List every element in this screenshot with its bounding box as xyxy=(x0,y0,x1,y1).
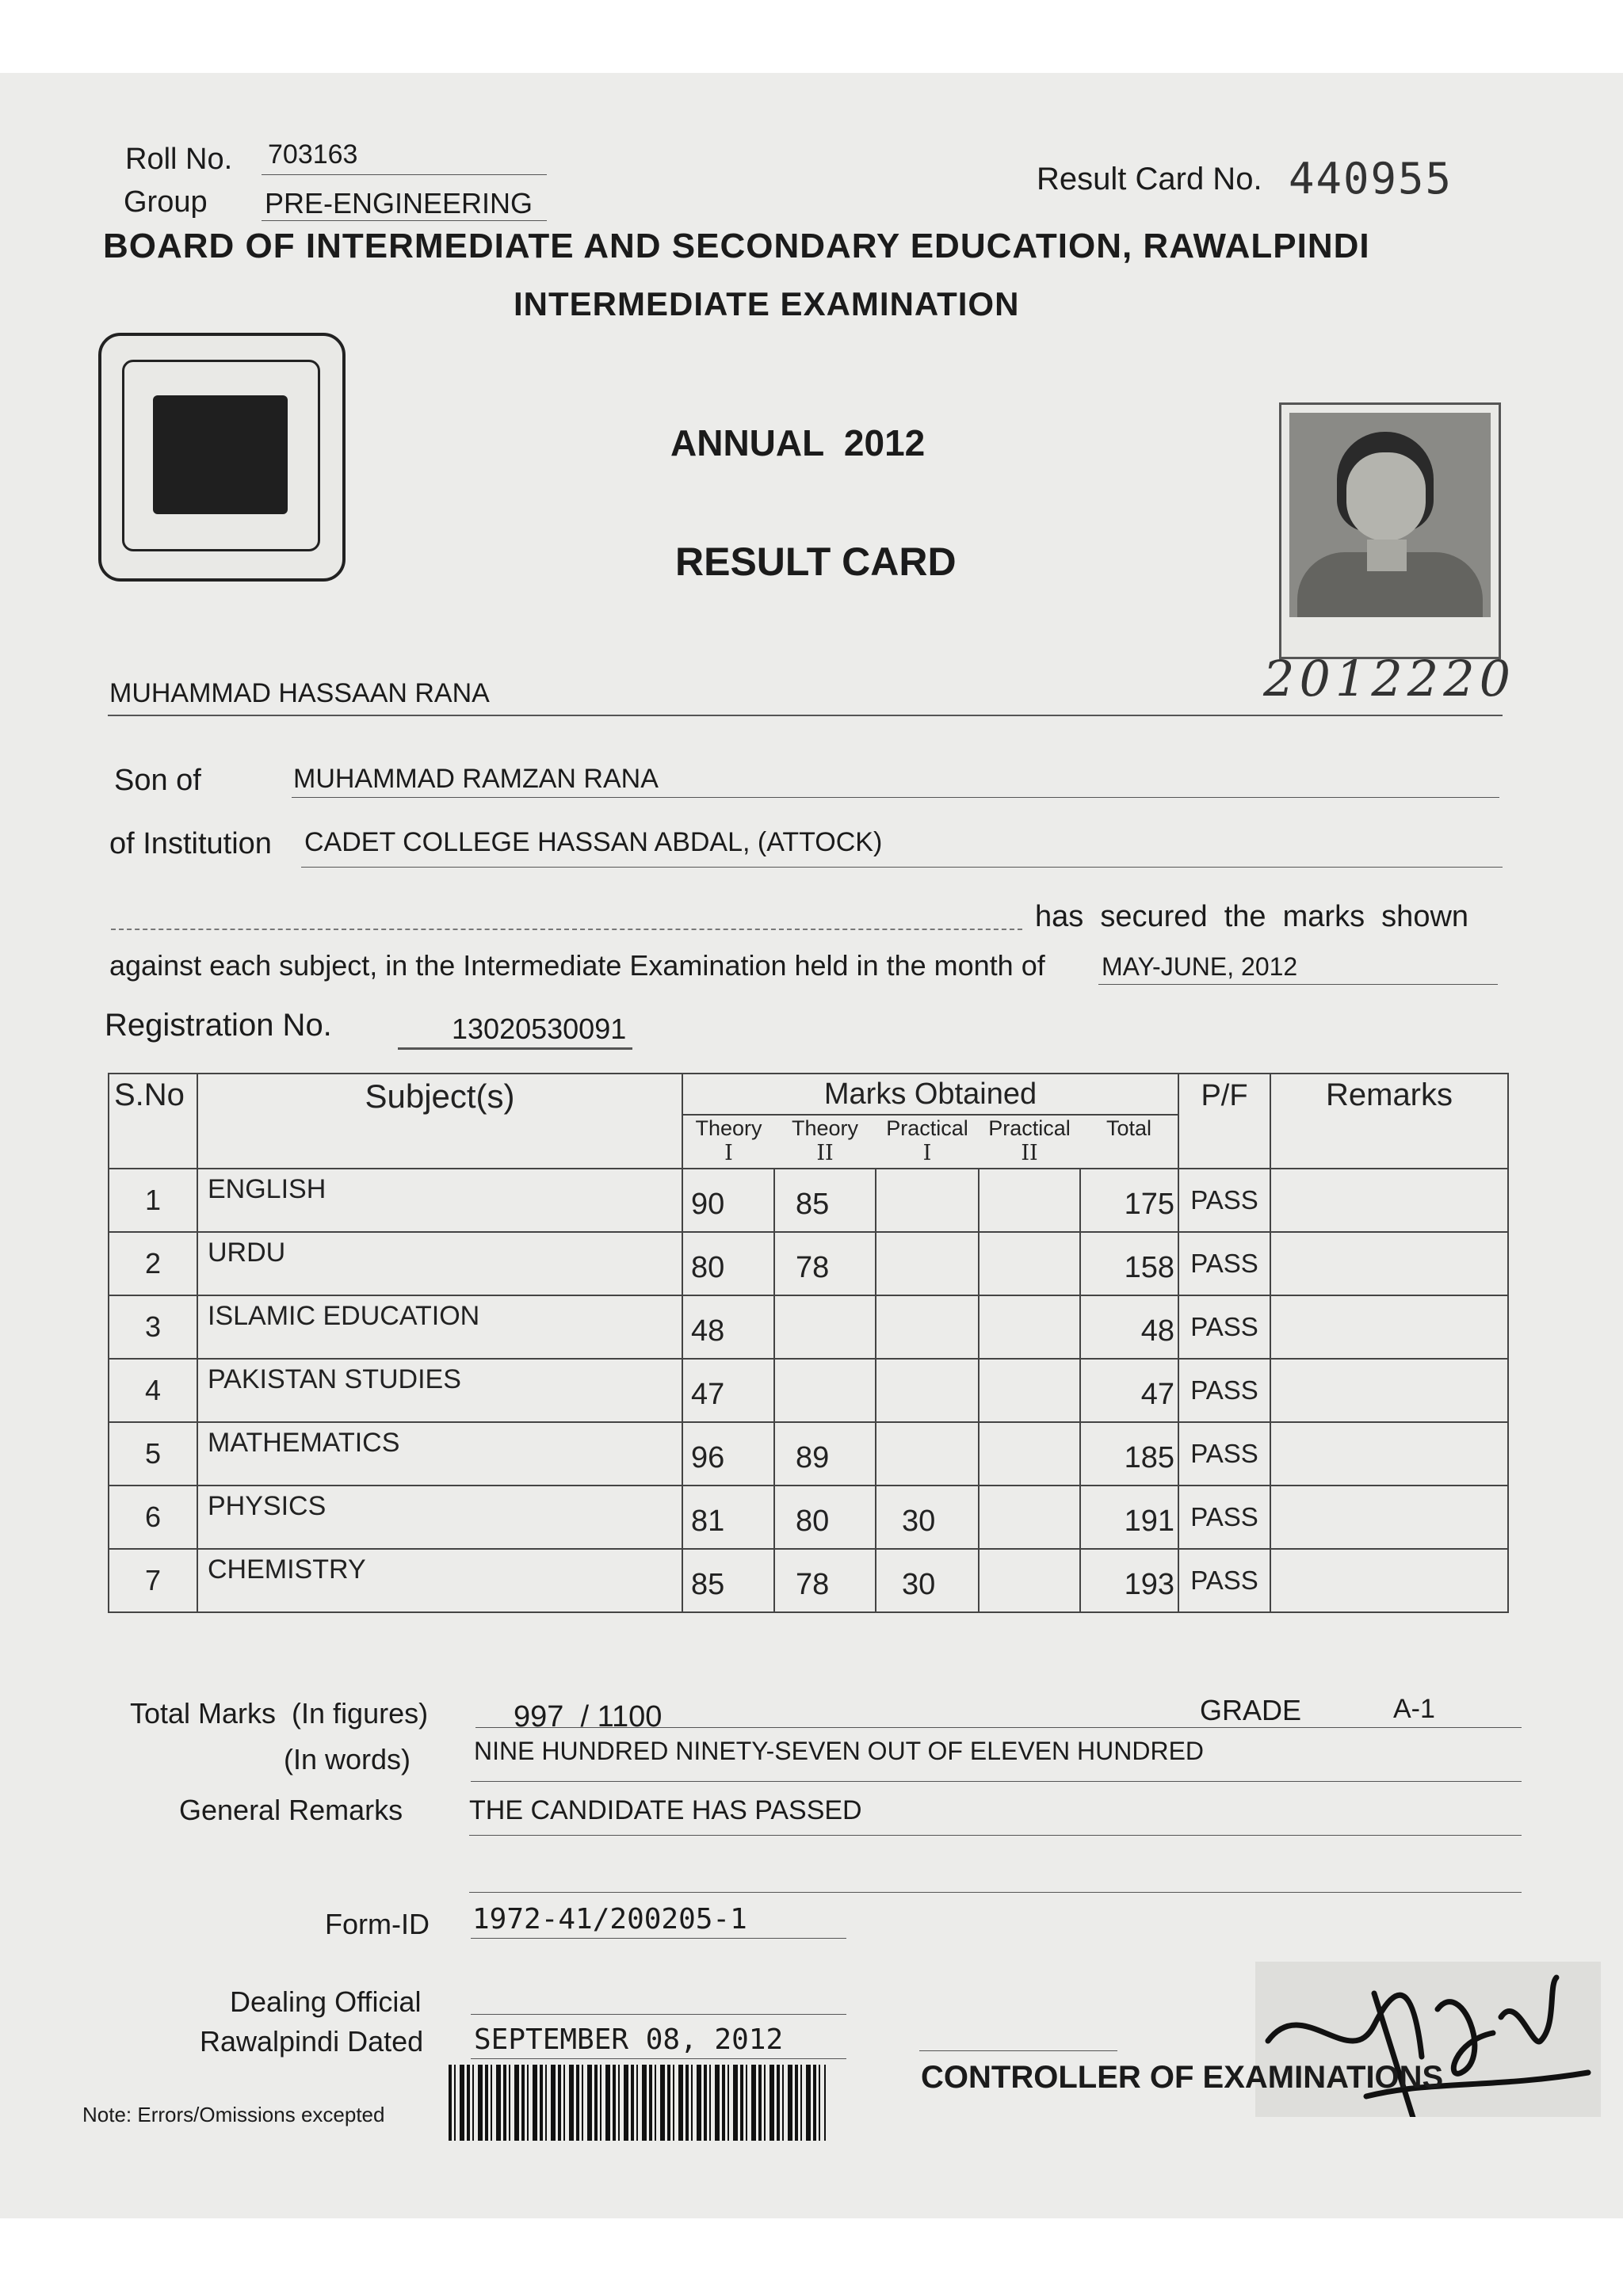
group-value: PRE-ENGINEERING xyxy=(265,187,533,219)
subject-cell: ISLAMIC EDUCATION xyxy=(197,1295,682,1359)
general-remarks-label: General Remarks xyxy=(179,1794,403,1826)
remarks-underline xyxy=(469,1835,1522,1836)
candidate-photo xyxy=(1279,402,1501,659)
subheader-3 xyxy=(979,1115,1080,1169)
roll-value: 703163 xyxy=(268,139,358,170)
theory-2-cell: 78 xyxy=(774,1232,876,1295)
theory-2-cell: 80 xyxy=(774,1486,876,1549)
group-underline xyxy=(262,220,547,221)
dealing-official-label: Dealing Official xyxy=(230,1985,422,2018)
table-row xyxy=(109,1486,1508,1549)
practical-1-cell xyxy=(876,1359,979,1422)
header-remarks: Remarks xyxy=(1270,1074,1508,1169)
table-header-row xyxy=(109,1074,1508,1115)
exam-title: INTERMEDIATE EXAMINATION xyxy=(514,285,1020,322)
sno-cell: 2 xyxy=(109,1232,197,1295)
remarks-cell xyxy=(1270,1169,1508,1232)
practical-1-cell xyxy=(876,1232,979,1295)
month-underline xyxy=(1098,984,1498,985)
dated-underline xyxy=(471,2058,846,2059)
subject-cell: ENGLISH xyxy=(197,1169,682,1232)
errors-note: Note: Errors/Omissions excepted xyxy=(82,2103,385,2126)
theory-1-cell: 48 xyxy=(682,1295,774,1359)
total-cell: 193 xyxy=(1080,1549,1178,1612)
form-id-value: 1972-41/200205-1 xyxy=(472,1903,747,1936)
subheader-numeral: I xyxy=(922,1141,932,1165)
practical-1-cell xyxy=(876,1169,979,1232)
sno-cell: 6 xyxy=(109,1486,197,1549)
practical-1-cell: 30 xyxy=(876,1486,979,1549)
dated-value: SEPTEMBER 08, 2012 xyxy=(474,2023,784,2056)
remarks-cell xyxy=(1270,1486,1508,1549)
subject-cell: MATHEMATICS xyxy=(197,1422,682,1486)
pf-cell: PASS xyxy=(1178,1295,1270,1359)
practical-1-cell xyxy=(876,1422,979,1486)
theory-1-cell: 96 xyxy=(682,1422,774,1486)
in-words-value: NINE HUNDRED NINETY-SEVEN OUT OF ELEVEN HUNDRED xyxy=(474,1737,1205,1765)
practical-2-cell xyxy=(979,1486,1080,1549)
result-card-no-value: 440955 xyxy=(1289,154,1453,204)
form-underline xyxy=(471,1938,846,1939)
table-row xyxy=(109,1169,1508,1232)
total-cell: 185 xyxy=(1080,1422,1178,1486)
subheader-numeral: II xyxy=(816,1141,834,1165)
practical-1-cell xyxy=(876,1295,979,1359)
subheader-label: Theory xyxy=(791,1116,859,1140)
subheader-numeral: II xyxy=(1021,1141,1038,1165)
institution-underline xyxy=(301,867,1503,868)
card-title: RESULT CARD xyxy=(675,540,957,584)
remarks-cell xyxy=(1270,1422,1508,1486)
remarks-cell xyxy=(1270,1295,1508,1359)
total-marks-label: Total Marks (In figures) xyxy=(130,1697,429,1730)
remarks-cell xyxy=(1270,1232,1508,1295)
name-underline xyxy=(108,715,1503,716)
words-underline xyxy=(471,1781,1522,1782)
subject-cell: PAKISTAN STUDIES xyxy=(197,1359,682,1422)
remarks-cell xyxy=(1270,1359,1508,1422)
dealing-underline xyxy=(471,2014,846,2015)
exam-month: MAY-JUNE, 2012 xyxy=(1102,952,1298,981)
theory-1-cell: 85 xyxy=(682,1549,774,1612)
total-cell: 48 xyxy=(1080,1295,1178,1359)
institution-name: CADET COLLEGE HASSAN ABDAL, (ATTOCK) xyxy=(304,827,883,857)
theory-2-cell: 89 xyxy=(774,1422,876,1486)
registration-number: 13020530091 xyxy=(452,1013,627,1045)
group-label: Group xyxy=(124,185,208,219)
roll-underline xyxy=(262,174,547,175)
practical-2-cell xyxy=(979,1232,1080,1295)
subject-cell: CHEMISTRY xyxy=(197,1549,682,1612)
sno-cell: 3 xyxy=(109,1295,197,1359)
pf-cell: PASS xyxy=(1178,1359,1270,1422)
pf-cell: PASS xyxy=(1178,1169,1270,1232)
grade-value: A-1 xyxy=(1393,1694,1435,1724)
in-words-label: (In words) xyxy=(284,1743,411,1775)
header-sno: S.No xyxy=(109,1074,197,1169)
remarks-cell xyxy=(1270,1549,1508,1612)
candidate-name: MUHAMMAD HASSAAN RANA xyxy=(109,678,490,708)
pf-cell: PASS xyxy=(1178,1549,1270,1612)
practical-2-cell xyxy=(979,1295,1080,1359)
table-row xyxy=(109,1549,1508,1612)
total-cell: 47 xyxy=(1080,1359,1178,1422)
subheader-label: Theory xyxy=(695,1116,762,1140)
total-cell: 175 xyxy=(1080,1169,1178,1232)
header-pf: P/F xyxy=(1178,1074,1270,1169)
subject-cell: URDU xyxy=(197,1232,682,1295)
controller-line xyxy=(919,2050,1117,2051)
total-underline xyxy=(475,1727,1522,1728)
total-cell: 158 xyxy=(1080,1232,1178,1295)
subheader-label: Practical xyxy=(886,1116,968,1140)
board-seal-logo xyxy=(98,333,346,582)
sno-cell: 5 xyxy=(109,1422,197,1486)
subheader-4 xyxy=(1080,1115,1178,1169)
son-of-label: Son of xyxy=(114,764,201,797)
grade-label: GRADE xyxy=(1200,1694,1302,1726)
theory-2-cell: 85 xyxy=(774,1169,876,1232)
subheader-2 xyxy=(876,1115,979,1169)
theory-1-cell: 90 xyxy=(682,1169,774,1232)
general-remarks-value: THE CANDIDATE HAS PASSED xyxy=(469,1795,862,1825)
roll-label: Roll No. xyxy=(125,143,233,176)
remarks-underline-2 xyxy=(469,1892,1522,1893)
theory-2-cell xyxy=(774,1359,876,1422)
total-marks-value: 997 / 1100 xyxy=(514,1700,663,1733)
subheader-label: Practical xyxy=(988,1116,1071,1140)
sno-cell: 7 xyxy=(109,1549,197,1612)
subheader-0 xyxy=(682,1115,774,1169)
controller-of-examinations: CONTROLLER OF EXAMINATIONS xyxy=(921,2060,1444,2095)
annual-year: ANNUAL 2012 xyxy=(670,422,926,463)
pf-cell: PASS xyxy=(1178,1232,1270,1295)
table-row xyxy=(109,1232,1508,1295)
registration-underline xyxy=(398,1047,632,1050)
barcode xyxy=(449,2065,826,2141)
theory-2-cell xyxy=(774,1295,876,1359)
theory-2-cell: 78 xyxy=(774,1549,876,1612)
header-subject: Subject(s) xyxy=(197,1074,682,1169)
theory-1-cell: 80 xyxy=(682,1232,774,1295)
dated-label: Rawalpindi Dated xyxy=(200,2025,424,2058)
subheader-numeral: I xyxy=(724,1141,733,1165)
handwritten-number: 2012220 xyxy=(1263,650,1516,707)
registration-label: Registration No. xyxy=(105,1008,332,1043)
table-row xyxy=(109,1359,1508,1422)
practical-2-cell xyxy=(979,1549,1080,1612)
board-title: BOARD OF INTERMEDIATE AND SECONDARY EDUCATION, RAWALPINDI xyxy=(103,227,1370,265)
father-name: MUHAMMAD RAMZAN RANA xyxy=(293,764,659,794)
statement-line-1: has secured the marks shown xyxy=(1035,900,1469,933)
theory-1-cell: 81 xyxy=(682,1486,774,1549)
table-row xyxy=(109,1295,1508,1359)
theory-1-cell: 47 xyxy=(682,1359,774,1422)
statement-line-2: against each subject, in the Intermediate Examination held in the month of xyxy=(109,949,1045,982)
form-id-label: Form-ID xyxy=(325,1908,430,1940)
pf-cell: PASS xyxy=(1178,1486,1270,1549)
statement-blank-line xyxy=(111,929,1022,930)
institution-label: of Institution xyxy=(109,827,272,860)
practical-2-cell xyxy=(979,1359,1080,1422)
practical-2-cell xyxy=(979,1169,1080,1232)
subheader-label: Total xyxy=(1106,1116,1152,1140)
header-marks-obtained: Marks Obtained xyxy=(682,1074,1178,1115)
practical-2-cell xyxy=(979,1422,1080,1486)
father-underline xyxy=(292,797,1499,798)
sno-cell: 4 xyxy=(109,1359,197,1422)
subheader-1 xyxy=(774,1115,876,1169)
subject-cell: PHYSICS xyxy=(197,1486,682,1549)
result-card-no-label: Result Card No. xyxy=(1037,162,1262,196)
marks-table xyxy=(108,1073,1509,1613)
pf-cell: PASS xyxy=(1178,1422,1270,1486)
practical-1-cell: 30 xyxy=(876,1549,979,1612)
sno-cell: 1 xyxy=(109,1169,197,1232)
total-cell: 191 xyxy=(1080,1486,1178,1549)
table-row xyxy=(109,1422,1508,1486)
